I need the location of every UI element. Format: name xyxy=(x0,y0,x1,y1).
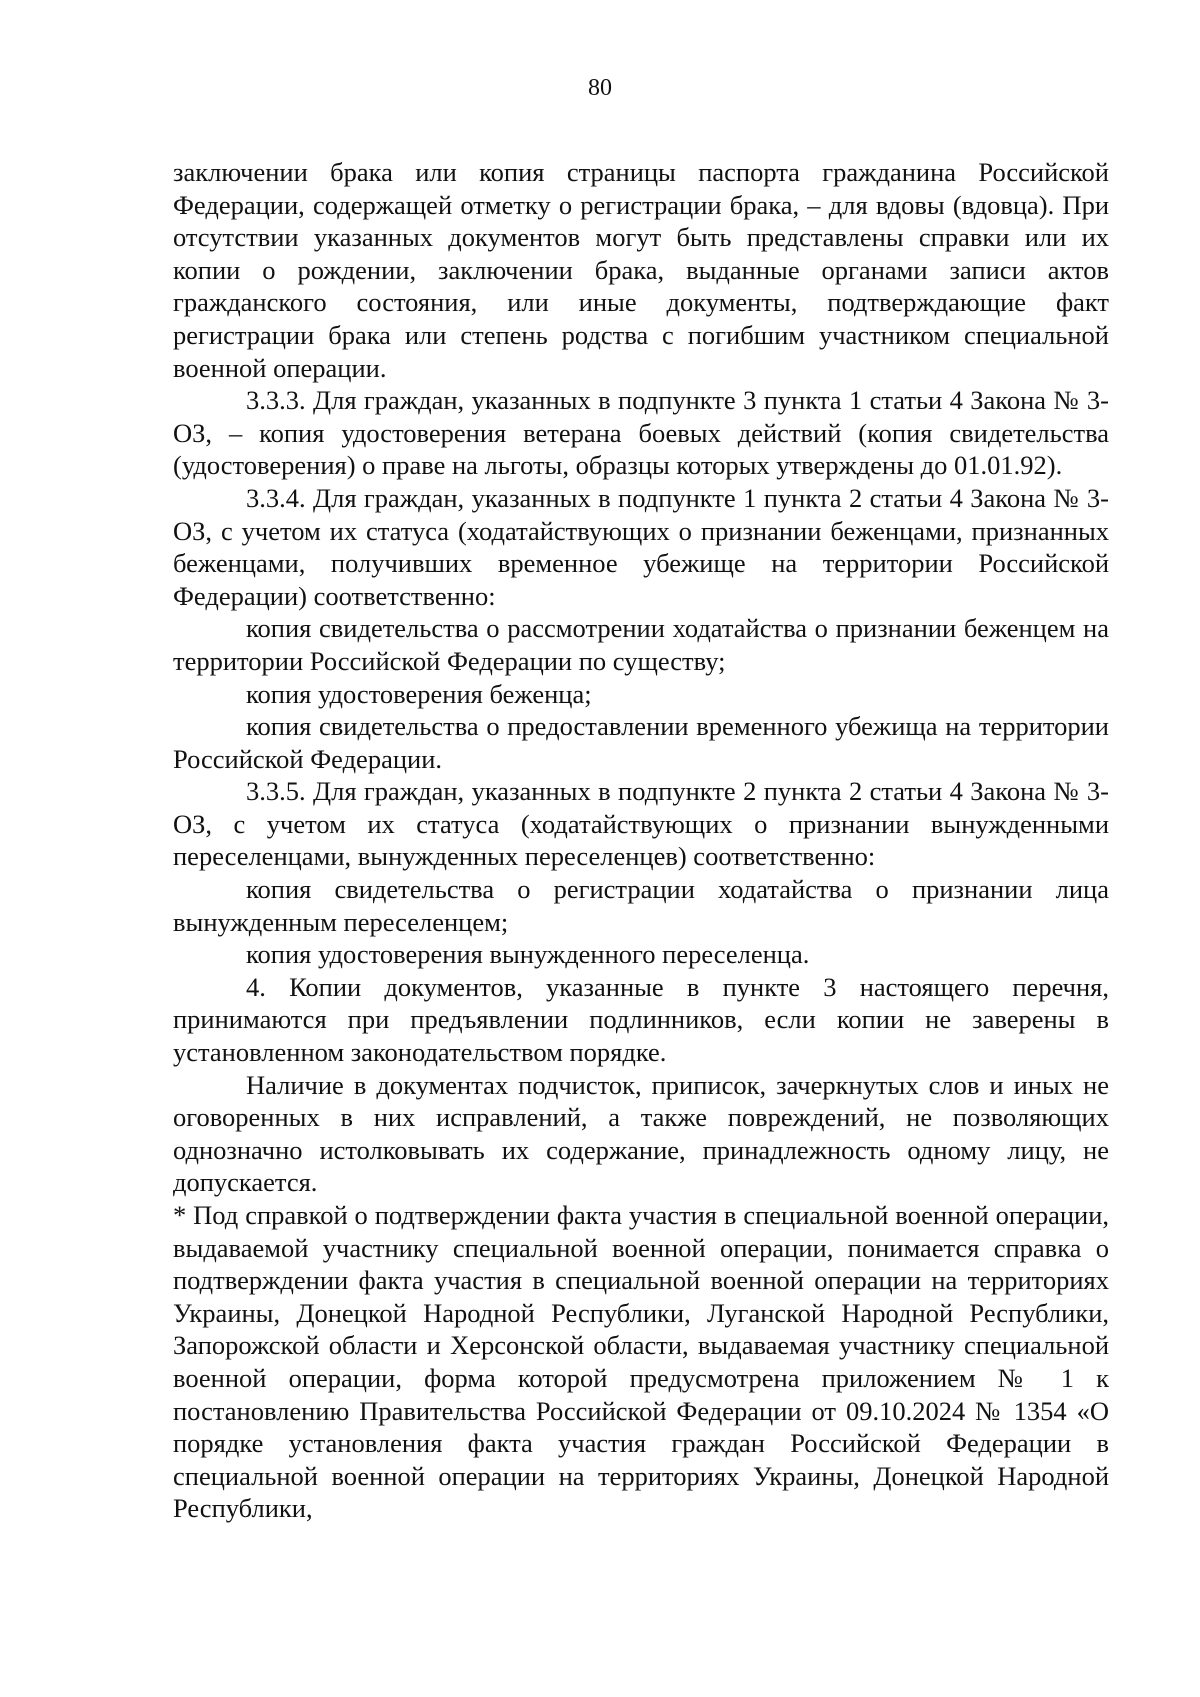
page-number: 80 xyxy=(588,75,612,101)
list-item-refugee-id: копия удостоверения беженца; xyxy=(246,678,592,709)
paragraph-continuation: заключении брака или копия страницы паспорта гражданина Российской Федерации, содержащей отметку о регистрации брака, – для вдовы (вдовца). При отсутствии указанных документов могут быть представлены справки или их копии о рождении, заключении брака, выданные органами записи актов гражданского состояния, или иные документы, подтверждающие факт регистрации брака или степень родства с погибшим участником специальной военной операции. xyxy=(173,157,1109,383)
list-item-refugee-certificate-review: копия свидетельства о рассмотрении ходатайства о признании беженцем на территории Российской Федерации по существу; xyxy=(173,613,1109,676)
paragraph-3-3-5: 3.3.5. Для граждан, указанных в подпункте 2 пункта 2 статьи 4 Закона № 3-ОЗ, с учетом их статуса (ходатайствующих о признании вынужденными переселенцами, вынужденных переселенцев) соответственно: xyxy=(173,776,1109,872)
paragraph-3-3-4: 3.3.4. Для граждан, указанных в подпункте 1 пункта 2 статьи 4 Закона № 3-ОЗ, с учетом их статуса (ходатайствующих о признании беженцами, признанных беженцами, получивших временное убежище на территории Российской Федерации) соответственно: xyxy=(173,482,1109,611)
list-item-displaced-registration: копия свидетельства о регистрации ходатайства о признании лица вынужденным переселенцем; xyxy=(173,874,1109,937)
list-item-displaced-id: копия удостоверения вынужденного переселенца. xyxy=(246,939,810,970)
footnote: * Под справкой о подтверждении факта участия в специальной военной операции, выдаваемой участнику специальной военной операции, понимается справка о подтверждении факта участия в специальной военной операции на территориях Украины, Донецкой Народной Республики, Луганской Народной Республики, Запорожской области и Херсонской области, выдаваемая участнику специальной военной операции, форма которой предусмотрена приложением № 1 к постановлению Правительства Российской Федерации от 09.10.2024 № 1354 «О порядке установления факта участия граждан Российской Федерации в специальной военной операции на территориях Украины, Донецкой Народной Республики, xyxy=(173,1200,1109,1524)
paragraph-3-3-3: 3.3.3. Для граждан, указанных в подпункте 3 пункта 1 статьи 4 Закона № 3-ОЗ, – копия удостоверения ветерана боевых действий (копия свидетельства (удостоверения) о праве на льготы, образцы которых утверждены до 01.01.92). xyxy=(173,385,1109,481)
list-item-temporary-asylum: копия свидетельства о предоставлении временного убежища на территории Российской Федерации. xyxy=(173,711,1109,774)
document-body xyxy=(173,156,1109,1525)
paragraph-4: 4. Копии документов, указанные в пункте 3 настоящего перечня, принимаются при предъявлении подлинников, если копии не заверены в установленном законодательством порядке. xyxy=(173,971,1109,1068)
paragraph-corrections-not-allowed: Наличие в документах подчисток, приписок, зачеркнутых слов и иных не оговоренных в них исправлений, а также повреждений, не позволяющих однозначно истолковывать их содержание, принадлежность одному лицу, не допускается. xyxy=(173,1069,1109,1198)
